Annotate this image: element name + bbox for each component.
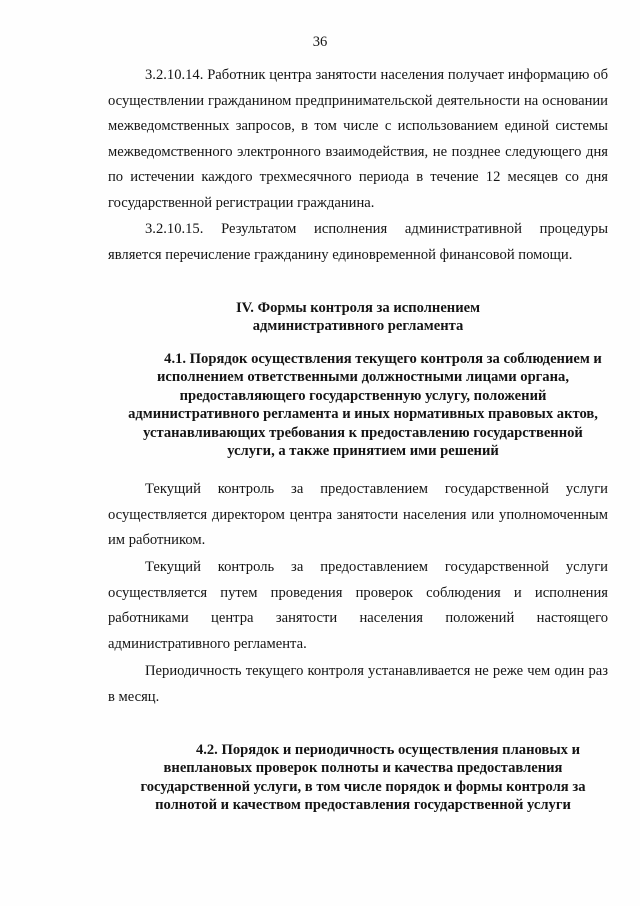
page-number: 36 <box>312 34 328 50</box>
subsection-heading-line: устанавливающих требования к предоставлению государственной <box>143 424 583 441</box>
subsection-heading-4-2 <box>108 741 618 815</box>
section-heading-iv <box>108 299 608 336</box>
subsection-heading-line: 4.2. Порядок и периодичность осуществления плановых и <box>195 742 581 758</box>
subsection-heading-line: полнотой и качеством предоставления государственной услуги <box>155 797 571 814</box>
subsection-heading-line: внеплановых проверок полноты и качества предоставления <box>163 760 563 777</box>
section-heading-line: административного регламента <box>252 318 464 335</box>
paragraph-3-2-10-14: 3.2.10.14. Работник центра занятости населения получает информацию об осуществлении гражданином предпринимательской деятельности на основании межведомственных запросов, в том числе с использованием единой системы межведомственного электронного взаимодействия, не позднее следующего дня по истечении каждого трехмесячного периода в течение 12 месяцев со дня государственной регистрации гражданина. <box>108 67 608 211</box>
subsection-heading-line: 4.1. Порядок осуществления текущего контроля за соблюдением и <box>164 351 602 367</box>
subsection-heading-line: административного регламента и иных нормативных правовых актов, <box>128 406 598 423</box>
subsection-heading-line: услуги, а также принятием ими решений <box>227 443 499 460</box>
subsection-heading-4-1 <box>108 350 618 460</box>
paragraph-3-2-10-15: 3.2.10.15. Результатом исполнения административной процедуры является перечисление гражданину единовременной финансовой помощи. <box>108 221 608 263</box>
subsection-heading-line: исполнением ответственными должностными лицами органа, <box>157 369 569 386</box>
subsection-heading-line: государственной услуги, в том числе порядок и формы контроля за <box>140 778 586 795</box>
subsection-heading-line: предоставляющего государственную услугу, положений <box>179 387 547 404</box>
section-heading-line: IV. Формы контроля за исполнением <box>235 300 481 316</box>
paragraph-current-control-1: Текущий контроль за предоставлением государственной услуги осуществляется директором центра занятости населения или уполномоченным им работником. <box>108 481 608 549</box>
paragraph-periodicity: Периодичность текущего контроля устанавливается не реже чем один раз в месяц. <box>108 663 608 705</box>
paragraph-current-control-2: Текущий контроль за предоставлением государственной услуги осуществляется путем проведения проверок соблюдения и исполнения работниками центра занятости населения положений настоящего административного регламента. <box>108 559 608 652</box>
